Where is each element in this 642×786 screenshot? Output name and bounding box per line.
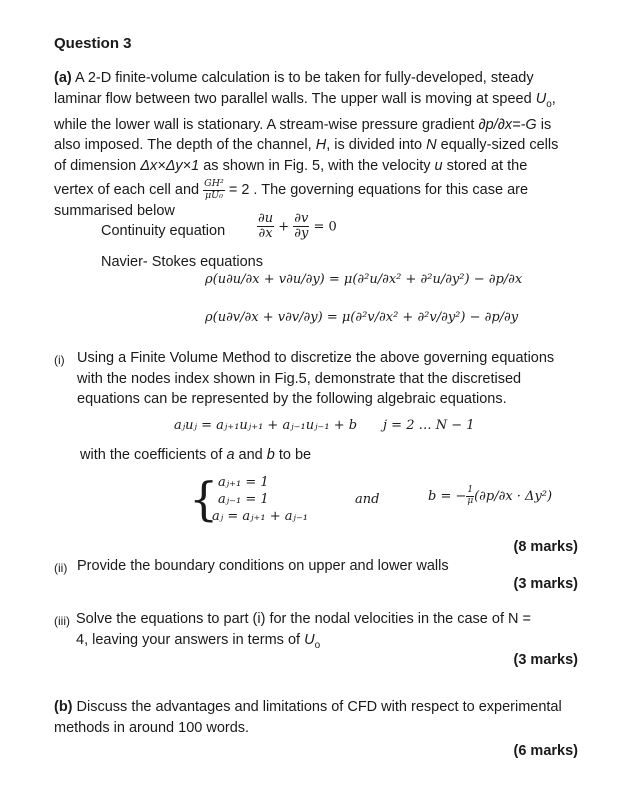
part-i-marks: (8 marks) xyxy=(513,539,578,555)
b-coefficient: b = − $\frac{1}{\mu}$ (∂p/∂x · Δy²) xyxy=(428,485,553,506)
question-title: Question 3 xyxy=(54,35,132,52)
coefficient-intro: with the coefficients of a and b to be xyxy=(80,447,312,463)
navier-stokes-y-equation xyxy=(205,310,518,325)
cell-count-symbol: N xyxy=(426,137,437,154)
part-a-line4a: also imposed. The depth of the channel, xyxy=(54,137,316,154)
channel-depth-symbol: H xyxy=(315,137,327,154)
ns-x-lhs: ρ(u∂u/∂x + v∂u/∂y) xyxy=(205,272,325,287)
index-range: j = 2 … N − 1 xyxy=(383,418,475,433)
part-i-number: (i) xyxy=(54,353,65,367)
part-iii-number: (iii) xyxy=(54,614,70,628)
u0-symbol: U xyxy=(535,90,547,107)
part-a-line5c: stored at the xyxy=(442,157,528,174)
navier-stokes-label: Navier- Stokes equations xyxy=(101,254,263,270)
coefficient-system: aⱼ₊₁ = 1 aⱼ₋₁ = 1 aⱼ = aⱼ₊₁ + aⱼ₋₁ xyxy=(212,475,309,524)
part-a-line5b: as shown in Fig. 5, with the velocity xyxy=(199,157,435,174)
part-a-line5a: of dimension xyxy=(54,157,141,174)
part-a-line2-end: , xyxy=(551,90,556,107)
part-a-line4c: equally-sized cells xyxy=(436,137,559,154)
part-ii-text: Provide the boundary conditions on upper and lower walls xyxy=(77,558,449,574)
ns-y-lhs: ρ(u∂v/∂x + v∂v/∂y) xyxy=(205,310,323,325)
navier-stokes-x-equation xyxy=(205,272,522,287)
part-iii-text: Solve the equations to part (i) for the nodal velocities in the case of N = 4, leaving your answers in terms of $U_o$ xyxy=(76,611,531,651)
part-a-line3: while the lower wall is stationary. A stream-wise pressure gradient xyxy=(54,116,479,133)
cell-dimensions: Δx×Δy×1 xyxy=(140,157,200,174)
part-a-line2: laminar flow between two parallel walls. The upper wall is moving at speed xyxy=(54,90,536,107)
part-a-line4b: , is divided into xyxy=(326,137,427,154)
continuity-label: Continuity equation xyxy=(101,223,226,239)
part-a-line1: A 2-D finite-volume calculation is to be taken for fully-developed, steady xyxy=(71,70,534,86)
dimensionless-ratio: $\frac{\text{GH²}}{\text{μU₀}}$ xyxy=(204,178,224,201)
part-a-line6b: = 2 . The governing equations for this case are xyxy=(224,182,529,199)
left-brace: { xyxy=(189,472,219,526)
part-a-label: (a) xyxy=(54,70,72,86)
and-word: and xyxy=(355,492,380,507)
part-ii-number: (ii) xyxy=(54,561,68,575)
part-a-line7: summarised below xyxy=(54,203,175,220)
part-a-line3-end: is xyxy=(536,116,552,133)
part-b-marks: (6 marks) xyxy=(513,743,578,759)
part-a-paragraph: (a) A 2-D finite-volume calculation is to be taken for fully-developed, steady laminar flow between two parallel walls. The upper wall is moving at speed $U_o$, while the lower wall is stationary. A stream-wise pressure gradient ∂p/∂x=-G is also imposed. The depth of the channel, H, is divided into N equally-sized cells of dimension Δx×Δy×1 as shown in Fig. 5, with the velocity u stored at the vertex of each cell and $\frac{\text{GH²}}{\text{μU₀}}$ = 2 . The governing equations for this case are summarised below xyxy=(54,70,559,220)
part-ii-marks: (3 marks) xyxy=(513,576,578,592)
ns-y-rhs: = μ(∂²v/∂x² + ∂²v/∂y²) − ∂p/∂y xyxy=(326,310,519,325)
algebraic-equation: aⱼuⱼ = aⱼ₊₁uⱼ₊₁ + aⱼ₋₁uⱼ₋₁ + b xyxy=(174,418,358,433)
part-b-label: (b) xyxy=(54,699,73,715)
continuity-equation: $\frac{\partial u}{\partial x}$ + $\frac{\partial v}{\partial y}$ = 0 xyxy=(258,211,337,242)
pressure-gradient: ∂p/∂x=-G xyxy=(478,116,537,133)
velocity-symbol: u xyxy=(434,157,443,174)
part-a-line6a: vertex of each cell and xyxy=(54,182,204,199)
part-b-text: (b) Discuss the advantages and limitations of CFD with respect to experimental methods in around 100 words. xyxy=(54,699,562,736)
ns-x-rhs: = μ(∂²u/∂x² + ∂²u/∂y²) − ∂p/∂x xyxy=(328,272,523,287)
part-i-text: Using a Finite Volume Method to discretize the above governing equations with the nodes index shown in Fig.5, demonstrate that the discretised equations can be represented by the following algebraic equations. xyxy=(77,350,555,407)
part-iii-marks: (3 marks) xyxy=(513,652,578,668)
